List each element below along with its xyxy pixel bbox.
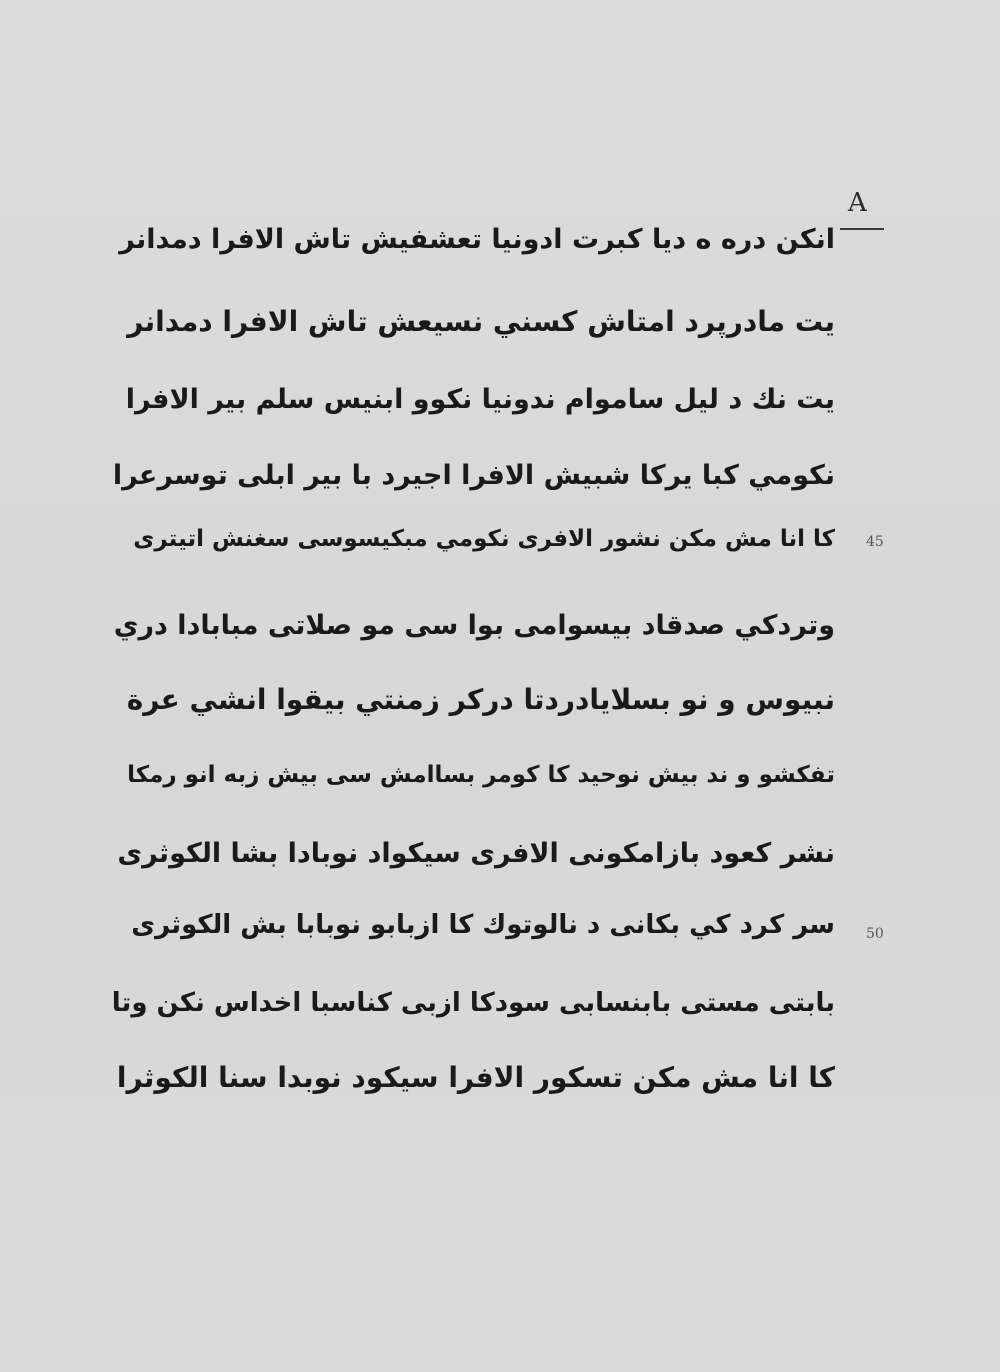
manuscript-line-5: كا انا مش مكن نشور الافرى نكومي مبكيسوسى سغنش اتيترى <box>133 526 835 552</box>
line-number-45: 45 <box>866 534 884 550</box>
manuscript-line-9: نشر كعود بازامكونى الافرى سيكواد نوبادا بشا الكوثرى <box>117 838 835 869</box>
manuscript-line-7: نبيوس و نو بسلايادردتا دركر زمنتي بيقوا انشي عرة <box>126 683 835 716</box>
manuscript-line-10: سر كرد كي بكانى د نالوتوك كا ازبابو نوبابا بش الكوثرى <box>131 910 835 940</box>
manuscript-line-6: وتردكي صدقاد بيسوامى بوا سى مو صلاتى مبابادا دري <box>113 610 835 641</box>
page-marker: A <box>848 188 868 218</box>
line-number-50: 50 <box>866 926 884 942</box>
manuscript-line-12: كا انا مش مكن تسكور الافرا سيكود نوبدا سنا الكوثرا <box>116 1061 835 1094</box>
manuscript-line-4: نكومي كبا يركا شبيش الافرا اجيرد با بير ابلى توسرعرا <box>112 460 835 491</box>
manuscript-line-3: يت نك د ليل ساموام ندونيا نكوو ابنيس سلم بير الافرا <box>125 384 835 415</box>
manuscript-line-1: انكن دره ه ديا كبرت ادونيا تعشفيش تاش الافرا دمدانر <box>119 224 835 255</box>
manuscript-line-8: تفكشو و ند بيش نوحيد كا كومر بساامش سى بيش زبه انو رمكا <box>127 762 835 788</box>
manuscript-line-2: يت مادرپرد امتاش كسني نسيعش تاش الافرا دمدانر <box>127 305 835 338</box>
manuscript-line-11: بابتى مستى بابنسابى سودكا ازبى كناسبا اخداس نكن وتا <box>111 988 835 1018</box>
